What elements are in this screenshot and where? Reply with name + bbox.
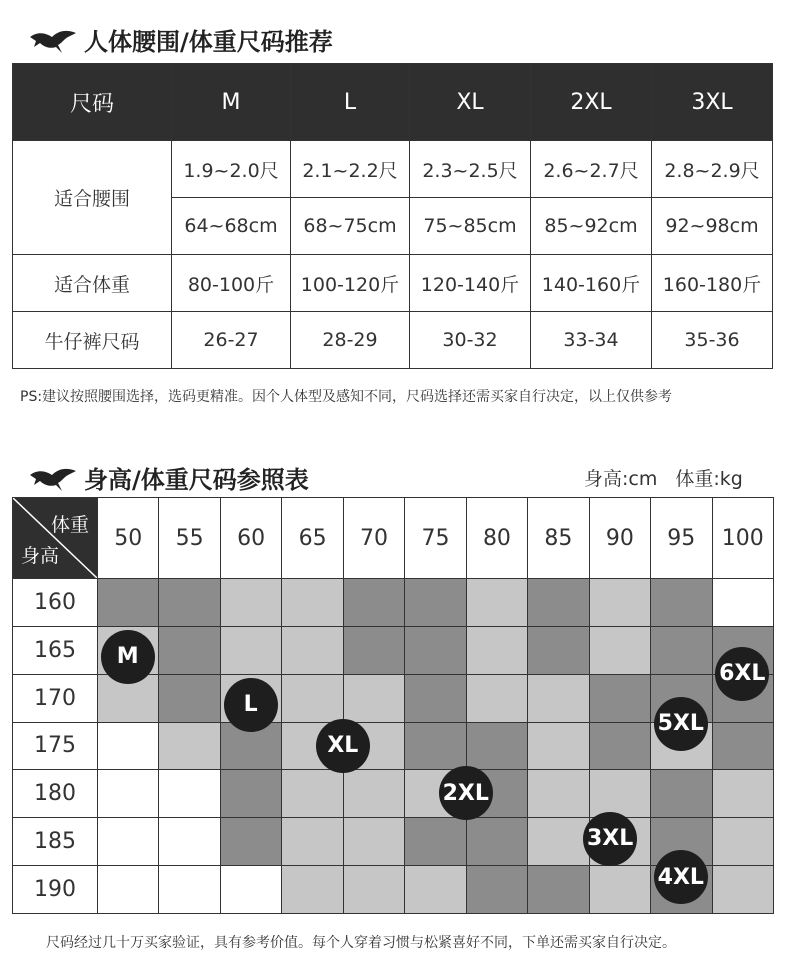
- jeans-cell: 33-34: [531, 312, 652, 369]
- size-header-2xl: 2XL: [531, 64, 652, 141]
- chart-cell: [404, 674, 465, 722]
- size-header-m: M: [172, 64, 291, 141]
- weight-cell: 80-100斤: [172, 255, 291, 312]
- size-recommendation-table: [12, 63, 773, 369]
- waist-cm-cell: 85~92cm: [531, 198, 652, 255]
- waist-chi-cell: 1.9~2.0尺: [172, 141, 291, 198]
- chart-cell: [527, 865, 588, 913]
- horse-logo-icon: [28, 25, 78, 55]
- chart-cell: [343, 626, 404, 674]
- weight-cell: 100-120斤: [291, 255, 410, 312]
- waist-chi-cell: 2.3~2.5尺: [410, 141, 531, 198]
- chart-cell: [712, 722, 773, 770]
- size-badge: 2XL: [439, 766, 493, 820]
- weight-cell: 120-140斤: [410, 255, 531, 312]
- size-badge: 3XL: [583, 812, 637, 866]
- chart-cell: [589, 769, 650, 817]
- chart-cell: [404, 578, 465, 626]
- height-row-header: 180: [13, 769, 97, 817]
- chart-cell: [589, 674, 650, 722]
- section2-header: [28, 460, 309, 495]
- chart-cell: [220, 578, 281, 626]
- jeans-row: [13, 312, 773, 369]
- chart-cell: [527, 817, 588, 865]
- size-badge: 4XL: [654, 850, 708, 904]
- chart-cell: [404, 722, 465, 770]
- chart-cell: [343, 865, 404, 913]
- chart-cell: [281, 578, 342, 626]
- waist-label: 适合腰围: [13, 141, 172, 255]
- chart-cell: [97, 722, 158, 770]
- weight-col-header: 70: [343, 498, 404, 578]
- weight-cell: 140-160斤: [531, 255, 652, 312]
- size-badge: 6XL: [715, 647, 769, 701]
- waist-cm-cell: 68~75cm: [291, 198, 410, 255]
- chart-cell: [650, 769, 711, 817]
- unit-height: 身高:cm: [584, 468, 658, 490]
- chart-cell: [466, 817, 527, 865]
- chart-cell: [343, 817, 404, 865]
- size-badge: 5XL: [654, 697, 708, 751]
- waist-chi-cell: 2.8~2.9尺: [652, 141, 773, 198]
- chart-cell: [404, 626, 465, 674]
- chart-corner: [13, 498, 97, 578]
- chart-cell: [220, 817, 281, 865]
- chart-cell: [527, 626, 588, 674]
- chart-cell: [97, 817, 158, 865]
- height-row-header: 160: [13, 578, 97, 626]
- waist-cm-cell: 92~98cm: [652, 198, 773, 255]
- chart-cell: [466, 865, 527, 913]
- chart-cell: [650, 578, 711, 626]
- waist-chi-cell: 2.6~2.7尺: [531, 141, 652, 198]
- waist-chi-cell: 2.1~2.2尺: [291, 141, 410, 198]
- chart-cell: [158, 722, 219, 770]
- size-header-row: [13, 64, 773, 141]
- jeans-cell: 26-27: [172, 312, 291, 369]
- chart-cell: [281, 626, 342, 674]
- corner-height-label: 身高: [21, 545, 60, 567]
- chart-cell: [712, 817, 773, 865]
- height-row-header: 165: [13, 626, 97, 674]
- chart-cell: [589, 578, 650, 626]
- chart-cell: [404, 865, 465, 913]
- jeans-cell: 30-32: [410, 312, 531, 369]
- weight-row: [13, 255, 773, 312]
- weight-col-header: 65: [281, 498, 342, 578]
- chart-cell: [220, 769, 281, 817]
- height-row-header: 175: [13, 722, 97, 770]
- horse-logo-icon: [28, 463, 78, 493]
- size-header-label: 尺码: [13, 64, 172, 141]
- jeans-cell: 28-29: [291, 312, 410, 369]
- chart-cell: [281, 769, 342, 817]
- corner-weight-label: 体重: [50, 514, 89, 536]
- waist-cm-cell: 75~85cm: [410, 198, 531, 255]
- height-weight-chart: [12, 497, 774, 914]
- chart-cell: [158, 817, 219, 865]
- chart-cell: [343, 578, 404, 626]
- chart-cell: [589, 722, 650, 770]
- size-header-xl: XL: [410, 64, 531, 141]
- height-row-header: 190: [13, 865, 97, 913]
- chart-cell: [158, 578, 219, 626]
- weight-col-header: 85: [527, 498, 588, 578]
- chart-cell: [712, 769, 773, 817]
- chart-cell: [220, 865, 281, 913]
- size-badge: XL: [316, 719, 370, 773]
- unit-weight: 体重:kg: [675, 468, 743, 490]
- chart-cell: [466, 674, 527, 722]
- chart-cell: [527, 674, 588, 722]
- size-badge: L: [224, 678, 278, 732]
- chart-cell: [712, 865, 773, 913]
- height-row-header: 185: [13, 817, 97, 865]
- chart-cell: [527, 578, 588, 626]
- weight-cell: 160-180斤: [652, 255, 773, 312]
- chart-cell: [343, 674, 404, 722]
- weight-col-header: 80: [466, 498, 527, 578]
- chart-cell: [97, 865, 158, 913]
- weight-col-header: 75: [404, 498, 465, 578]
- size-note: PS:建议按照腰围选择，选码更精准。因个人体型及感知不同，尺码选择还需买家自行决定，以上仅供参考: [20, 389, 673, 405]
- waist-chi-row: [13, 141, 773, 198]
- size-header-3xl: 3XL: [652, 64, 773, 141]
- chart-cell: [650, 626, 711, 674]
- size-header-l: L: [291, 64, 410, 141]
- chart-cell: [158, 674, 219, 722]
- jeans-cell: 35-36: [652, 312, 773, 369]
- chart-cell: [343, 769, 404, 817]
- chart-cell: [527, 769, 588, 817]
- section1-title: 人体腰围/体重尺码推荐: [84, 28, 333, 56]
- chart-cell: [158, 865, 219, 913]
- unit-legend: [584, 464, 761, 491]
- chart-cell: [220, 626, 281, 674]
- chart-cell: [404, 817, 465, 865]
- chart-cell: [589, 865, 650, 913]
- height-row-header: 170: [13, 674, 97, 722]
- weight-col-header: 50: [97, 498, 158, 578]
- size-badge: M: [101, 630, 155, 684]
- waist-cm-cell: 64~68cm: [172, 198, 291, 255]
- jeans-label: 牛仔裤尺码: [13, 312, 172, 369]
- weight-col-header: 90: [589, 498, 650, 578]
- chart-cell: [97, 578, 158, 626]
- chart-note: 尺码经过几十万买家验证，具有参考价值。每个人穿着习惯与松紧喜好不同，下单还需买家自行决定。: [46, 935, 676, 951]
- chart-cell: [466, 578, 527, 626]
- chart-cell: [527, 722, 588, 770]
- chart-cell: [281, 817, 342, 865]
- chart-cell: [281, 674, 342, 722]
- chart-cell: [466, 626, 527, 674]
- chart-cell: [589, 626, 650, 674]
- chart-cell: [281, 865, 342, 913]
- weight-col-header: 55: [158, 498, 219, 578]
- section2-title: 身高/体重尺码参照表: [84, 466, 309, 494]
- chart-cell: [97, 769, 158, 817]
- chart-cell: [466, 722, 527, 770]
- chart-cell: [158, 769, 219, 817]
- chart-cell: [712, 578, 773, 626]
- weight-col-header: 95: [650, 498, 711, 578]
- weight-col-header: 100: [712, 498, 773, 578]
- chart-cell: [158, 626, 219, 674]
- section1-header: [28, 22, 333, 57]
- weight-label: 适合体重: [13, 255, 172, 312]
- weight-col-header: 60: [220, 498, 281, 578]
